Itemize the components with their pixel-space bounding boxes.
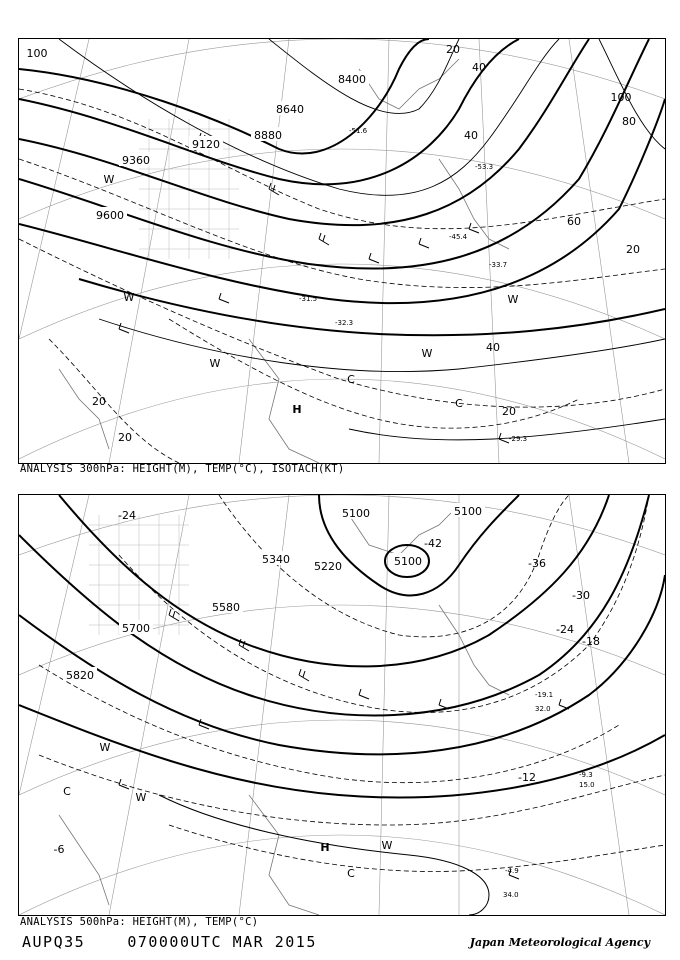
wind-barbs bbox=[119, 133, 509, 443]
temperature-contours bbox=[39, 495, 665, 872]
isotach-label: 80 bbox=[622, 115, 636, 128]
temperature-contours bbox=[19, 89, 665, 463]
height-label: 9600 bbox=[96, 209, 124, 222]
height-label: 5700 bbox=[122, 622, 150, 635]
isotach-label: 40 bbox=[486, 341, 500, 354]
temp-label: -32.3 bbox=[335, 319, 354, 327]
isotach-label: 20 bbox=[626, 243, 640, 256]
isotach-label: 100 bbox=[26, 47, 48, 60]
warm-center: W bbox=[103, 173, 115, 186]
warm-center: W bbox=[507, 293, 519, 306]
warm-center: W bbox=[381, 839, 393, 852]
chart-code: AUPQ35 bbox=[22, 933, 86, 951]
temp-label: -30 bbox=[572, 589, 590, 602]
height-label: 5340 bbox=[262, 553, 290, 566]
height-label: 5100 bbox=[342, 507, 370, 520]
height-label: 9360 bbox=[122, 154, 150, 167]
height-label: 8400 bbox=[338, 73, 366, 86]
cold-center: C bbox=[347, 867, 355, 880]
ridge-contour bbox=[159, 795, 489, 915]
300hpa-map bbox=[19, 39, 665, 463]
isotach-contours bbox=[59, 39, 665, 440]
temp-label: -6 bbox=[53, 843, 65, 856]
height-contours bbox=[19, 495, 665, 798]
warm-center: W bbox=[123, 291, 135, 304]
temp-label: -45.4 bbox=[449, 233, 468, 241]
temperature-label-group bbox=[299, 127, 527, 443]
temp-label: -18 bbox=[582, 635, 600, 648]
cold-center: C bbox=[63, 785, 71, 798]
temp-label: -53.3 bbox=[475, 163, 494, 171]
isotach-label: 60 bbox=[567, 215, 581, 228]
warm-center: W bbox=[421, 347, 433, 360]
height-label: 5100 bbox=[394, 555, 422, 568]
high-center: H bbox=[320, 841, 330, 854]
temp-label: -36 bbox=[528, 557, 546, 570]
station-label: 32.0 bbox=[535, 705, 551, 713]
analysis-300hpa-chart bbox=[18, 38, 666, 464]
height-label: 8640 bbox=[276, 103, 304, 116]
isotach-label: 40 bbox=[472, 61, 486, 74]
isotach-label: 20 bbox=[446, 43, 460, 56]
cold-center: C bbox=[347, 373, 355, 386]
warm-center: W bbox=[209, 357, 221, 370]
height-label: 8880 bbox=[254, 129, 282, 142]
warm-center: W bbox=[135, 791, 147, 804]
station-label: -4.9 bbox=[505, 867, 519, 875]
height-label-group bbox=[93, 71, 369, 222]
chart-id-and-time bbox=[22, 933, 317, 951]
station-label: 34.0 bbox=[503, 891, 519, 899]
analysis-500hpa-chart bbox=[18, 494, 666, 916]
temp-label: -24 bbox=[556, 623, 574, 636]
station-label: -19.1 bbox=[535, 691, 554, 699]
isotach-label: 20 bbox=[118, 431, 132, 444]
temp-label: -31.5 bbox=[299, 295, 318, 303]
pressure-center-group bbox=[63, 741, 392, 880]
caption-300hpa: ANALYSIS 300hPa: HEIGHT(M), TEMP(°C), ISOTACH(KT) bbox=[20, 463, 345, 475]
station-label: 15.0 bbox=[579, 781, 595, 789]
height-label: 5220 bbox=[314, 560, 342, 573]
chart-datetime: 070000UTC MAR 2015 bbox=[127, 933, 317, 951]
temp-label: -42 bbox=[424, 537, 442, 550]
caption-500hpa: ANALYSIS 500hPa: HEIGHT(M), TEMP(°C) bbox=[20, 916, 259, 928]
temp-label: -29.3 bbox=[509, 435, 528, 443]
isotach-label: 100 bbox=[610, 91, 632, 104]
cold-center: C bbox=[455, 397, 463, 410]
wind-barbs bbox=[119, 609, 569, 879]
warm-center: W bbox=[99, 741, 111, 754]
temp-label: -24 bbox=[118, 509, 136, 522]
temp-label: -33.7 bbox=[489, 261, 508, 269]
temp-label: -12 bbox=[518, 771, 536, 784]
height-label: 5580 bbox=[212, 601, 240, 614]
high-center: H bbox=[292, 403, 302, 416]
500hpa-map bbox=[19, 495, 665, 915]
station-label: -9.3 bbox=[579, 771, 593, 779]
height-label: 5820 bbox=[66, 669, 94, 682]
isotach-label: 20 bbox=[502, 405, 516, 418]
agency-name: Japan Meteorological Agency bbox=[469, 936, 650, 949]
height-label: 9120 bbox=[192, 138, 220, 151]
isotach-label: 20 bbox=[92, 395, 106, 408]
height-label-group bbox=[63, 503, 485, 682]
isotach-label-group bbox=[27, 43, 641, 444]
height-label: 5100 bbox=[454, 505, 482, 518]
isotach-label: 40 bbox=[464, 129, 478, 142]
temp-label: -51.6 bbox=[349, 127, 368, 135]
